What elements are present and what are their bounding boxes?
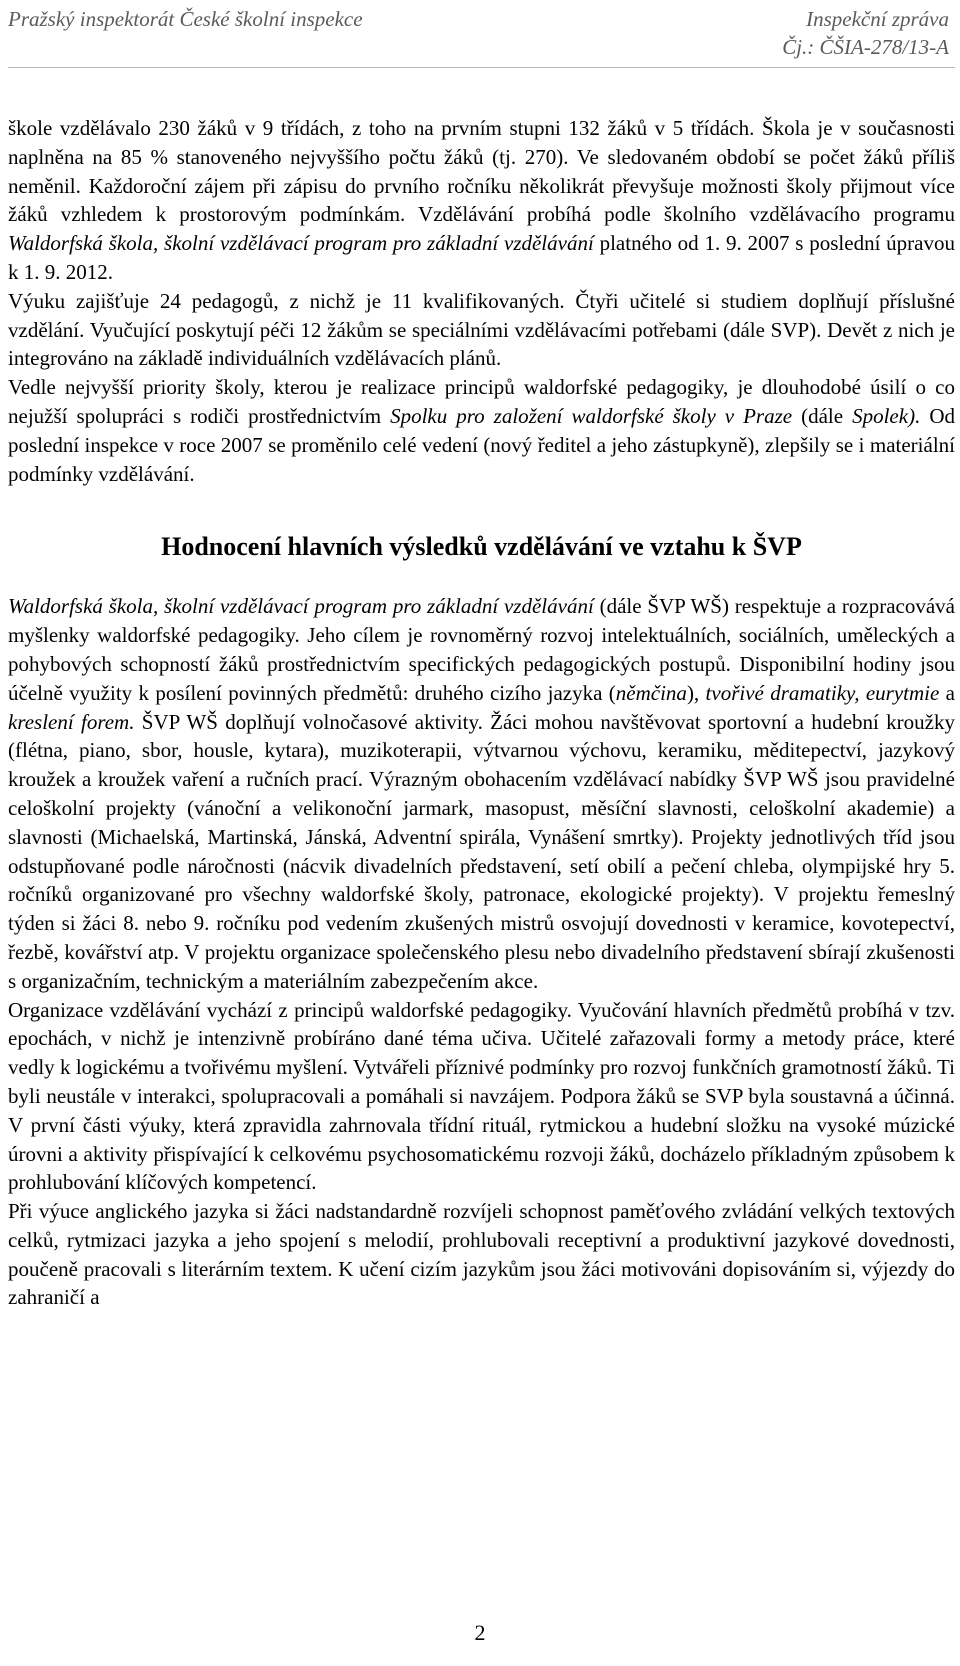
text-run: Organizace vzdělávání vychází z principů waldorfské pedagogiky. Vyučování hlavních předmětů probíhá v tzv. epochách, v nichž je intenzivně probíráno dané téma učiva. Učitelé zařazovali formy a metody práce, které vedly k logickému a tvořivému myšlení. Vytvářeli příznivé podmínky pro rozvoj funkčních gramotností žáků. Ti byli neustále v interakci, spolupracovali a pomáhali si navzájem. Podpora žáků se SVP byla soustavná a účinná. V první části výuky, která zpravidla zahrnovala třídní rituál, rytmickou a hudební složku na vysoké múzické úrovni a aktivity přispívající k celkovému psychosomatickému rozvoji žáků, docházelo příkladným způsobem k prohlubování klíčových kompetencí.: [8, 997, 955, 1195]
text-run: ŠVP WŠ doplňují volnočasové aktivity. Žáci mohou navštěvovat sportovní a hudební kroužky (flétna, piano, sbor, housle, kytara), muzikoterapii, výtvarnou výchovu, keramiku, měditepectví, jazykový kroužek a kroužek vaření a ručních prací. Výrazným obohacením vzdělávací nabídky ŠVP WŠ jsou pravidelné celoškolní projekty (vánoční a velikonoční jarmark, masopust, měsíční slavnosti, celoškolní akademie) a slavnosti (Michaelská, Martinská, Jánská, Adventní spirála, Vynášení smrtky). Projekty jednotlivých tříd jsou odstupňované podle náročnosti (nácvik divadelních představení, setí obilí a pečení chleba, olympijské hry 5. ročníků organizované pro všechny waldorfské školy, patronace, ekologické projekty). V projektu řemeslný týden si žáci 8. nebo 9. ročníku pod vedením zkušených mistrů osvojují dovednosti v keramice, kovotepectví, řezbě, kovářství atp. V projektu organizace společenského plesu nebo divadelního představení sbírají zkušenosti s organizačním, technickým a materiálním zabezpečením akce.: [8, 709, 955, 993]
paragraph: [8, 996, 955, 1198]
intro-paragraphs: [8, 114, 955, 488]
text-run: škole vzdělávalo 230 žáků v 9 třídách, z toho na prvním stupni 132 žáků v 5 třídách. Škola je v současnosti naplněna na 85 % stanoveného nejvyššího počtu žáků (tj. 270). Ve sledovaném období se počet žáků příliš neměnil. Každoroční zájem při zápisu do prvního ročníku několikrát převyšuje možnosti školy přijmout více žáků vzhledem k prostorovým podmínkám. Vzdělávání probíhá podle školního vzdělávacího programu: [8, 116, 955, 227]
text-run: Výuku zajišťuje 24 pedagogů, z nichž je 11 kvalifikovaných. Čtyři učitelé si studiem doplňují příslušné vzdělání. Vyučující poskytují péči 12 žákům se speciálními vzdělávacími potřebami (dále SVP). Devět z nich je integrováno na základě individuálních vzdělávacích plánů.: [8, 288, 955, 371]
page-header: [0, 0, 960, 68]
text-run: ),: [686, 680, 706, 705]
italic-run: Waldorfská škola, školní vzdělávací program pro základní vzdělávání: [8, 231, 594, 256]
italic-run: Spolku pro založení waldorfské školy v Praze: [390, 403, 793, 428]
text-run: Od poslední inspekce v roce 2007 se proměnilo celé vedení (nový ředitel a jeho zástupkyně), zlepšily se i materiální podmínky vzdělávání.: [8, 403, 955, 486]
text-run: platného od 1. 9. 2007 s poslední úpravou k 1. 9. 2012.: [8, 231, 955, 284]
paragraph: [8, 373, 955, 488]
header-reference-number: Čj.: ČŠIA-278/13-A: [782, 35, 949, 59]
italic-run: Waldorfská škola, školní vzdělávací program pro základní vzdělávání: [8, 594, 594, 619]
paragraph: [8, 1197, 955, 1312]
text-run: Při výuce anglického jazyka si žáci nadstandardně rozvíjeli schopnost paměťového zvládání velkých textových celků, rytmizaci jazyka a jeho spojení s melodií, prohlubovali receptivní a produktivní jazykové dovednosti, poučeně pracovali s literárním textem. K učení cizím jazykům jsou žáci motivováni dopisováním si, výjezdy do zahraničí a: [8, 1199, 955, 1310]
section-heading: Hodnocení hlavních výsledků vzdělávání ve vztahu k ŠVP: [161, 532, 802, 562]
text-run: (dále ŠVP WŠ) respektuje a rozpracovává myšlenky waldorfské pedagogiky. Jeho cílem je rovnoměrný rozvoj intelektuálních, sociálních, uměleckých a pohybových schopností žáků prostřednictvím specifických pedagogických postupů. Disponibilní hodiny jsou účelně využity k posílení povinných předmětů: druhého cizího jazyka (: [8, 594, 955, 705]
paragraph: [8, 592, 955, 995]
section-paragraphs: [8, 592, 955, 1312]
italic-run: němčina: [615, 680, 687, 705]
paragraph: [8, 114, 955, 287]
text-run: (dále: [792, 403, 853, 428]
italic-run: Spolek).: [852, 403, 921, 428]
text-run: Vedle nejvyšší priority školy, kterou je realizace principů waldorfské pedagogiky, je dlouhodobé úsilí o co nejužší spolupráci s rodiči prostřednictvím: [8, 375, 955, 428]
header-divider: [8, 67, 955, 68]
text-run: a: [939, 680, 955, 705]
header-report-title: Inspekční zpráva: [806, 7, 949, 31]
paragraph: [8, 287, 955, 373]
italic-run: tvořivé dramatiky, eurytmie: [705, 680, 940, 705]
document-body: [8, 114, 955, 1312]
header-institution: Pražský inspektorát České školní inspekce: [8, 7, 363, 31]
italic-run: kreslení forem.: [8, 709, 135, 734]
page-number: 2: [474, 1620, 486, 1645]
